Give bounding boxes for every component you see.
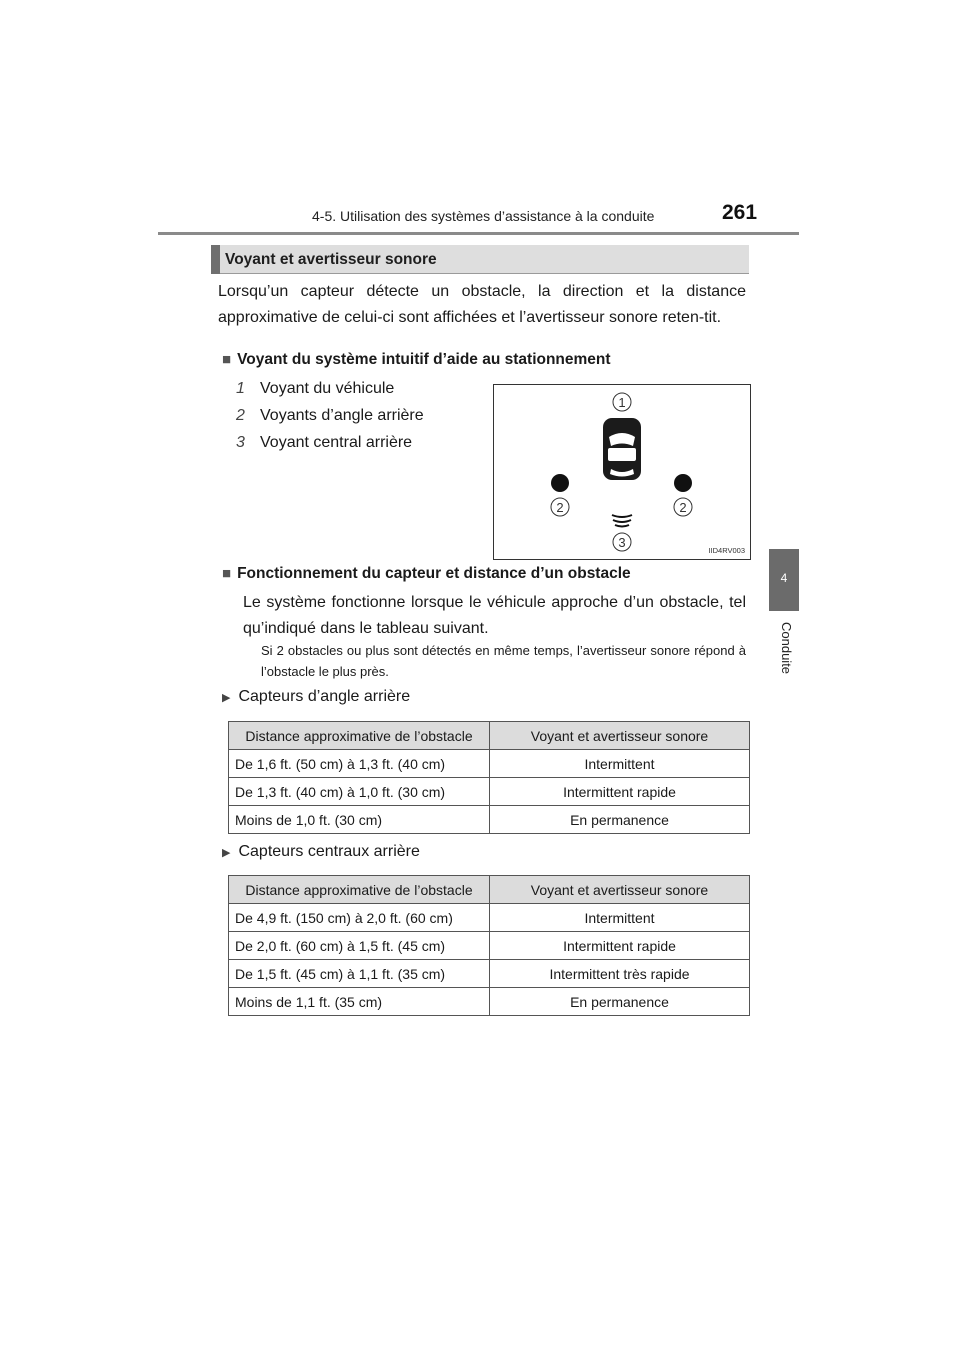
- table-header-cell: Voyant et avertisseur sonore: [490, 722, 750, 750]
- table-2-caption: [222, 843, 420, 861]
- legend-item-2: [236, 407, 424, 425]
- subsection-2-text: Le système fonctionne lorsque le véhicule approche d’un obstacle, tel qu’indiqué dans le tableau suivant.: [243, 594, 746, 637]
- table-header-cell: Voyant et avertisseur sonore: [490, 876, 750, 904]
- figure-code: IID4RV003: [708, 546, 745, 555]
- callout-number: 2: [236, 407, 245, 424]
- table-cell-signal: Intermittent très rapide: [490, 960, 750, 988]
- arrow-bullet-icon: ▶: [222, 847, 231, 859]
- subsection-heading-2-text: Fonctionnement du capteur et distance d’un obstacle: [237, 565, 631, 582]
- rear-center-sensor-table: [228, 875, 750, 1016]
- parking-assist-diagram: [494, 385, 750, 559]
- table-row: [229, 932, 750, 960]
- table-cell-distance: Moins de 1,1 ft. (35 cm): [229, 988, 490, 1016]
- arrow-bullet-icon: ▶: [222, 692, 231, 704]
- page-number: 261: [722, 201, 758, 224]
- table-cell-distance: De 1,5 ft. (45 cm) à 1,1 ft. (35 cm): [229, 960, 490, 988]
- table-header-cell: Distance approximative de l’obstacle: [229, 876, 490, 904]
- table-cell-distance: De 1,3 ft. (40 cm) à 1,0 ft. (30 cm): [229, 778, 490, 806]
- table-1-caption: [222, 688, 410, 706]
- legend-label: Voyant du véhicule: [260, 380, 395, 397]
- header-rule: [158, 232, 799, 235]
- table-row: [229, 960, 750, 988]
- square-bullet-icon: ■: [222, 351, 232, 368]
- intro-paragraph: Lorsqu’un capteur détecte un obstacle, la direction et la distance approximative de celui-ci sont affichées et l’avertisseur sonore reten-tit.: [218, 283, 746, 326]
- table-cell-signal: Intermittent rapide: [490, 778, 750, 806]
- table-2-caption-text: Capteurs centraux arrière: [238, 843, 420, 860]
- square-bullet-icon: ■: [222, 565, 232, 582]
- table-cell-distance: De 1,6 ft. (50 cm) à 1,3 ft. (40 cm): [229, 750, 490, 778]
- rear-corner-sensor-table: [228, 721, 750, 834]
- table-row: [229, 904, 750, 932]
- table-cell-signal: Intermittent rapide: [490, 932, 750, 960]
- table-cell-signal: En permanence: [490, 806, 750, 834]
- chapter-label: Conduite: [779, 622, 794, 675]
- subsection-heading-1-text: Voyant du système intuitif d’aide au stationnement: [237, 351, 611, 368]
- table-1-caption-text: Capteurs d’angle arrière: [238, 688, 411, 705]
- table-header-row: [229, 876, 750, 904]
- center-rear-indicator: [612, 515, 632, 527]
- legend-item-1: [236, 380, 394, 398]
- table-cell-signal: En permanence: [490, 988, 750, 1016]
- legend-item-3: [236, 434, 412, 452]
- table-row: [229, 806, 750, 834]
- callout-2-right-text: 2: [679, 500, 687, 515]
- section-title-accent: [211, 245, 220, 274]
- table-row: [229, 778, 750, 806]
- table-cell-distance: De 4,9 ft. (150 cm) à 2,0 ft. (60 cm): [229, 904, 490, 932]
- callout-number: 3: [236, 434, 245, 451]
- callout-3-text: 3: [618, 535, 626, 550]
- callout-1-text: 1: [618, 395, 626, 410]
- subsection-2-note: Si 2 obstacles ou plus sont détectés en même temps, l’avertisseur sonore répond à l’obstacle le plus près.: [261, 643, 746, 679]
- callout-number: 1: [236, 380, 245, 397]
- subsection-heading-1: [222, 351, 611, 369]
- table-cell-signal: Intermittent: [490, 904, 750, 932]
- chapter-number: 4: [780, 571, 788, 585]
- table-cell-distance: De 2,0 ft. (60 cm) à 1,5 ft. (45 cm): [229, 932, 490, 960]
- parking-assist-figure: [493, 384, 751, 560]
- table-row: [229, 750, 750, 778]
- corner-left-indicator: [551, 474, 569, 492]
- table-header-cell: Distance approximative de l’obstacle: [229, 722, 490, 750]
- section-title: Voyant et avertisseur sonore: [225, 251, 437, 268]
- table-row: [229, 988, 750, 1016]
- legend-label: Voyants d’angle arrière: [260, 407, 424, 424]
- running-header: 4-5. Utilisation des systèmes d’assistance à la conduite: [312, 208, 655, 224]
- subsection-heading-2: [222, 565, 631, 583]
- corner-right-indicator: [674, 474, 692, 492]
- table-cell-distance: Moins de 1,0 ft. (30 cm): [229, 806, 490, 834]
- legend-label: Voyant central arrière: [260, 434, 413, 451]
- vehicle-icon: [603, 418, 641, 480]
- table-header-row: [229, 722, 750, 750]
- callout-2-left-text: 2: [556, 500, 564, 515]
- table-cell-signal: Intermittent: [490, 750, 750, 778]
